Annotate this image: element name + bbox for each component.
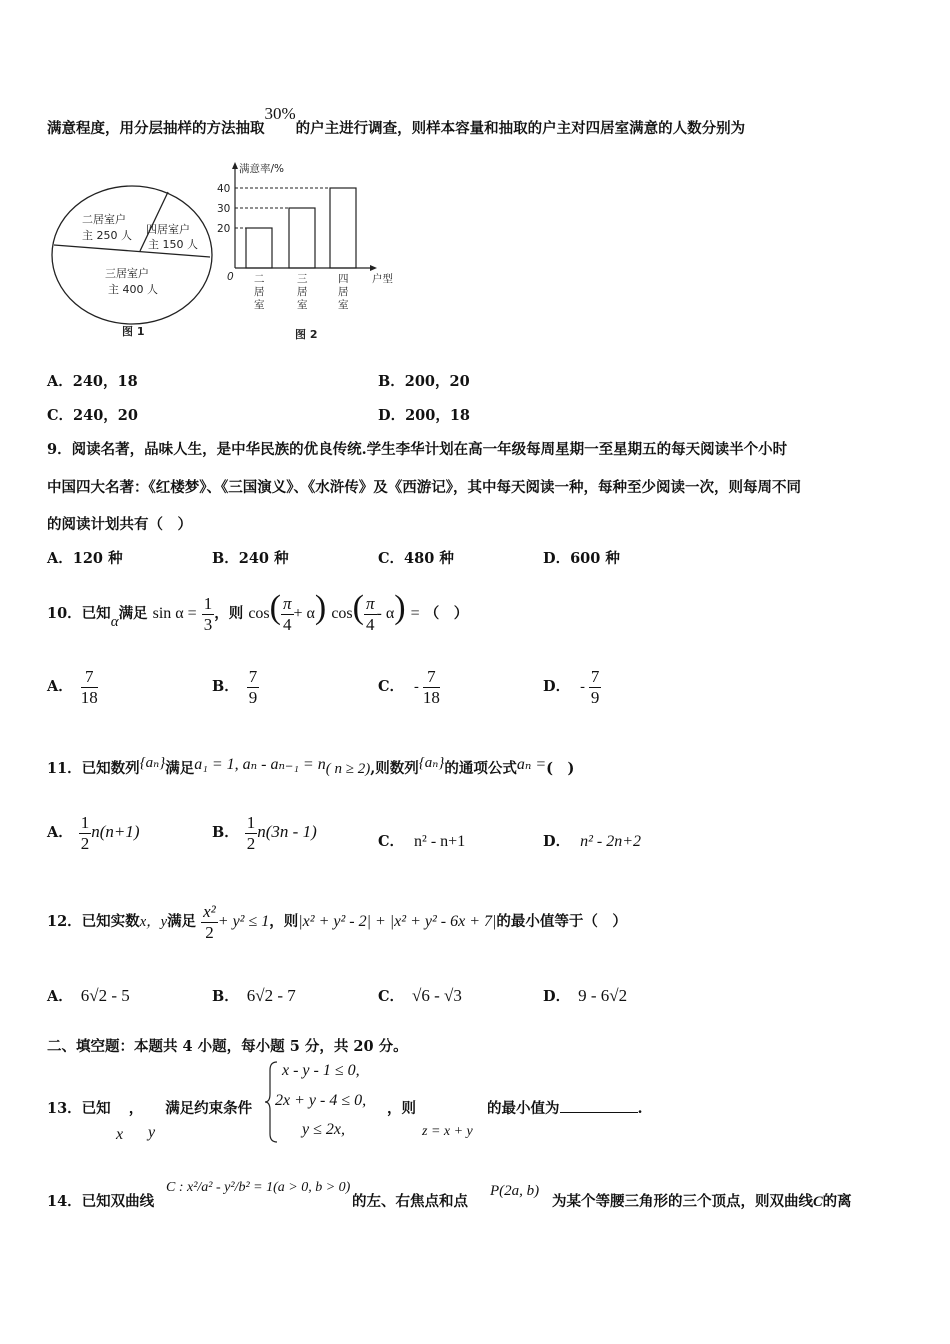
q10-pi-over-4-b [364, 594, 377, 635]
q10-pi-a: π [282, 593, 292, 613]
category-label-2-char-1: 三 [297, 273, 308, 285]
q14-prefix: 14．已知双曲线 [47, 1193, 155, 1210]
category-label-3-char-3: 室 [338, 299, 349, 311]
q8-stem [47, 104, 746, 138]
q8-stem-a: 满意程度，用分层抽样的方法抽取 [47, 120, 265, 137]
q10-frac-den: 3 [203, 614, 213, 634]
pie-caption: 图 1 [122, 325, 145, 338]
q10-sin: sin α = [152, 605, 197, 622]
q13-constraint-1: x - y - 1 ≤ 0, [282, 1062, 360, 1079]
q10-then: ，则 [214, 605, 244, 622]
y-axis-label: 满意率/% [239, 163, 285, 175]
q14-stem [47, 1190, 154, 1211]
q11-cond: a₁ = 1, aₙ - aₙ₋₁ = n [194, 756, 326, 773]
q10-option-d[interactable]: D． - $\frac{7}{9}$ [543, 666, 600, 707]
pie-label-4room-b: 主 150 人 [148, 238, 198, 251]
q9-option-c[interactable]: C．480 种 [378, 550, 454, 567]
q13-var-y: y [148, 1124, 156, 1141]
q14-mid: 的左、右焦点和点 [352, 1193, 468, 1210]
q12-xy: x，y [139, 914, 168, 930]
category-label-1-char-2: 居 [254, 286, 265, 298]
q8-option-c[interactable]: C．240，20 [47, 407, 138, 424]
bar-2 [289, 208, 315, 268]
q10-four-b: 4 [365, 614, 375, 634]
q10-four-a: 4 [283, 614, 292, 634]
q12-option-b[interactable]: B． 6√2 - 7 [212, 986, 296, 1005]
q10-pi-b: π [365, 593, 375, 613]
q14-curve: C : x²/a² - y²/b² = 1(a > 0, b > 0) [166, 1180, 351, 1195]
q12-mid: 满足 [167, 913, 197, 930]
q11-option-c[interactable]: C． n² - n+1 [378, 833, 466, 850]
pie-label-4room-a: 四居室户 [146, 223, 190, 236]
q11-an: aₙ = [516, 756, 547, 773]
q12-option-d[interactable]: D． 9 - 6√2 [543, 986, 628, 1005]
y-tick-label-2: 30 [217, 203, 231, 215]
q10-stem: 10．已知α满足 sin α = $\frac{1}{3}$ ，则 cos( $\frac{\pi}{4}$ + α) cos( $\frac{\pi}{4}$ - α) = （ ） [47, 589, 469, 634]
q13-prefix: 13．已知 [47, 1100, 111, 1117]
q13-answer-blank[interactable] [560, 1098, 638, 1113]
q12-x2: x² [203, 901, 216, 921]
q12-prefix: 12．已知实数 [47, 913, 140, 930]
q11-mid: 满足 [165, 760, 195, 777]
bar-3 [330, 188, 356, 268]
origin-label: 0 [227, 271, 234, 283]
q10-pi-over-4-a [281, 594, 294, 635]
q13-comma: ， [128, 1100, 144, 1117]
q9-line-1: 9．阅读名著，品味人生，是中华民族的优良传统.学生李华计划在高一年级每周星期一至星期五的每天阅读半个小时 [47, 441, 788, 458]
q11-option-a[interactable]: A． $\frac{1}{2}$ n(n+1) [47, 812, 140, 853]
section-2-heading: 二、填空题：本题共 4 小题，每小题 5 分，共 20 分。 [47, 1038, 408, 1055]
bar-caption: 图 2 [295, 328, 318, 341]
q11-tail: 的通项公式 [444, 760, 517, 777]
x-axis-label: 户型 [372, 273, 393, 285]
q13-constraint-3: y ≤ 2x, [302, 1121, 345, 1138]
y-tick-label-3: 40 [217, 183, 231, 195]
q12-option-a[interactable]: A． 6√2 - 5 [47, 986, 130, 1005]
q10-alpha: α [110, 614, 119, 630]
q8-percent: 30% [264, 104, 296, 123]
q10-prefix: 10．已知 [47, 605, 111, 622]
q9-option-d[interactable]: D．600 种 [543, 550, 620, 567]
pie-label-2room-a: 二居室户 [82, 213, 126, 226]
q14-point: P(2a, b) [490, 1183, 540, 1199]
pie-label-3room-b: 主 400 人 [108, 283, 158, 296]
q8-option-a[interactable]: A．240，18 [47, 373, 138, 390]
q9-option-b[interactable]: B．240 种 [212, 550, 289, 567]
q10-minus-alpha: - α [376, 605, 395, 622]
q12-tail: 的最小值等于（ ） [496, 913, 627, 930]
q10-option-a[interactable]: A． $\frac{7}{18}$ [47, 666, 98, 707]
q11-seq-2: {aₙ} [418, 755, 445, 771]
q10-cos-1: cos [248, 605, 270, 622]
bar-chart [215, 158, 405, 348]
q10-mid: 满足 [118, 605, 148, 622]
q12-option-c[interactable]: C． √6 - √3 [378, 986, 462, 1005]
q13-tail: 的最小值为 . [487, 1100, 643, 1117]
y-axis-arrow [232, 162, 238, 169]
q11-stem [47, 757, 574, 778]
category-label-3-char-2: 居 [338, 286, 349, 298]
q8-stem-b: 的户主进行调查，则样本容量和抽取的户主对四居室满意的人数分别为 [295, 120, 746, 137]
q10-equals: = [410, 605, 420, 622]
q11-n-cond: ( n ≥ 2) [325, 761, 371, 777]
bar-1 [246, 228, 272, 268]
q10-frac-num: 1 [203, 593, 213, 613]
q11-prefix: 11．已知数列 [47, 760, 140, 777]
pie-figure [50, 185, 220, 345]
category-label-2-char-2: 居 [297, 286, 308, 298]
category-label-3-char-1: 四 [338, 273, 349, 285]
q11-paren: ( ) [546, 760, 575, 777]
q11-option-d[interactable]: D． n² - 2n+2 [543, 833, 641, 850]
q10-one-third [202, 594, 215, 635]
q8-option-d[interactable]: D．200，18 [378, 407, 471, 424]
q12-cond-tail: + y² ≤ 1 [217, 913, 270, 930]
q10-option-b[interactable]: B． $\frac{7}{9}$ [212, 666, 258, 707]
q9-line-2: 中国四大名著：《红楼梦》、《三国演义》、《水浒传》及《西游记》，其中每天阅读一种，每种至少阅读一次，则每周不同 [47, 479, 801, 496]
q14-tail: 为某个等腰三角形的三个顶点，则双曲线C的离 [552, 1193, 852, 1210]
q11-then: ,则数列 [370, 760, 419, 777]
pie-label-2room-b: 主 250 人 [82, 229, 132, 242]
q8-option-b[interactable]: B．200，20 [378, 373, 470, 390]
q10-plus-alpha: + α [293, 605, 315, 622]
q9-line-3: 的阅读计划共有（ ） [47, 516, 192, 533]
q13-constraint-2: 2x + y - 4 ≤ 0, [275, 1092, 367, 1109]
pie-label-3room-a: 三居室户 [105, 267, 149, 280]
q13-stem [47, 1097, 252, 1118]
q12-then: ，则 [269, 913, 299, 930]
q13-objective: z = x + y [422, 1124, 473, 1139]
q12-two: 2 [205, 922, 214, 942]
q12-expr: |x² + y² - 2| + |x² + y² - 6x + 7| [298, 913, 497, 930]
q12-x2-over-2 [201, 902, 218, 943]
q13-then: ，则 [387, 1100, 416, 1117]
q10-cos-2: cos [331, 605, 353, 622]
q11-option-b[interactable]: B． $\frac{1}{2}$ n(3n - 1) [212, 812, 317, 853]
category-label-2-char-3: 室 [297, 299, 308, 311]
q13-mid: 满足约束条件 [165, 1100, 253, 1117]
q13-var-x: x [116, 1126, 124, 1143]
category-label-1-char-1: 二 [254, 273, 265, 285]
q9-option-a[interactable]: A．120 种 [47, 550, 123, 567]
q12-stem [47, 900, 627, 944]
category-label-1-char-3: 室 [254, 299, 265, 311]
q10-option-c[interactable]: C． - $\frac{7}{18}$ [378, 666, 440, 707]
q11-seq-1: {aₙ} [139, 755, 166, 771]
y-tick-label-1: 20 [217, 223, 231, 235]
q10-paren: （ ） [424, 605, 469, 622]
x-axis-arrow [370, 265, 377, 271]
